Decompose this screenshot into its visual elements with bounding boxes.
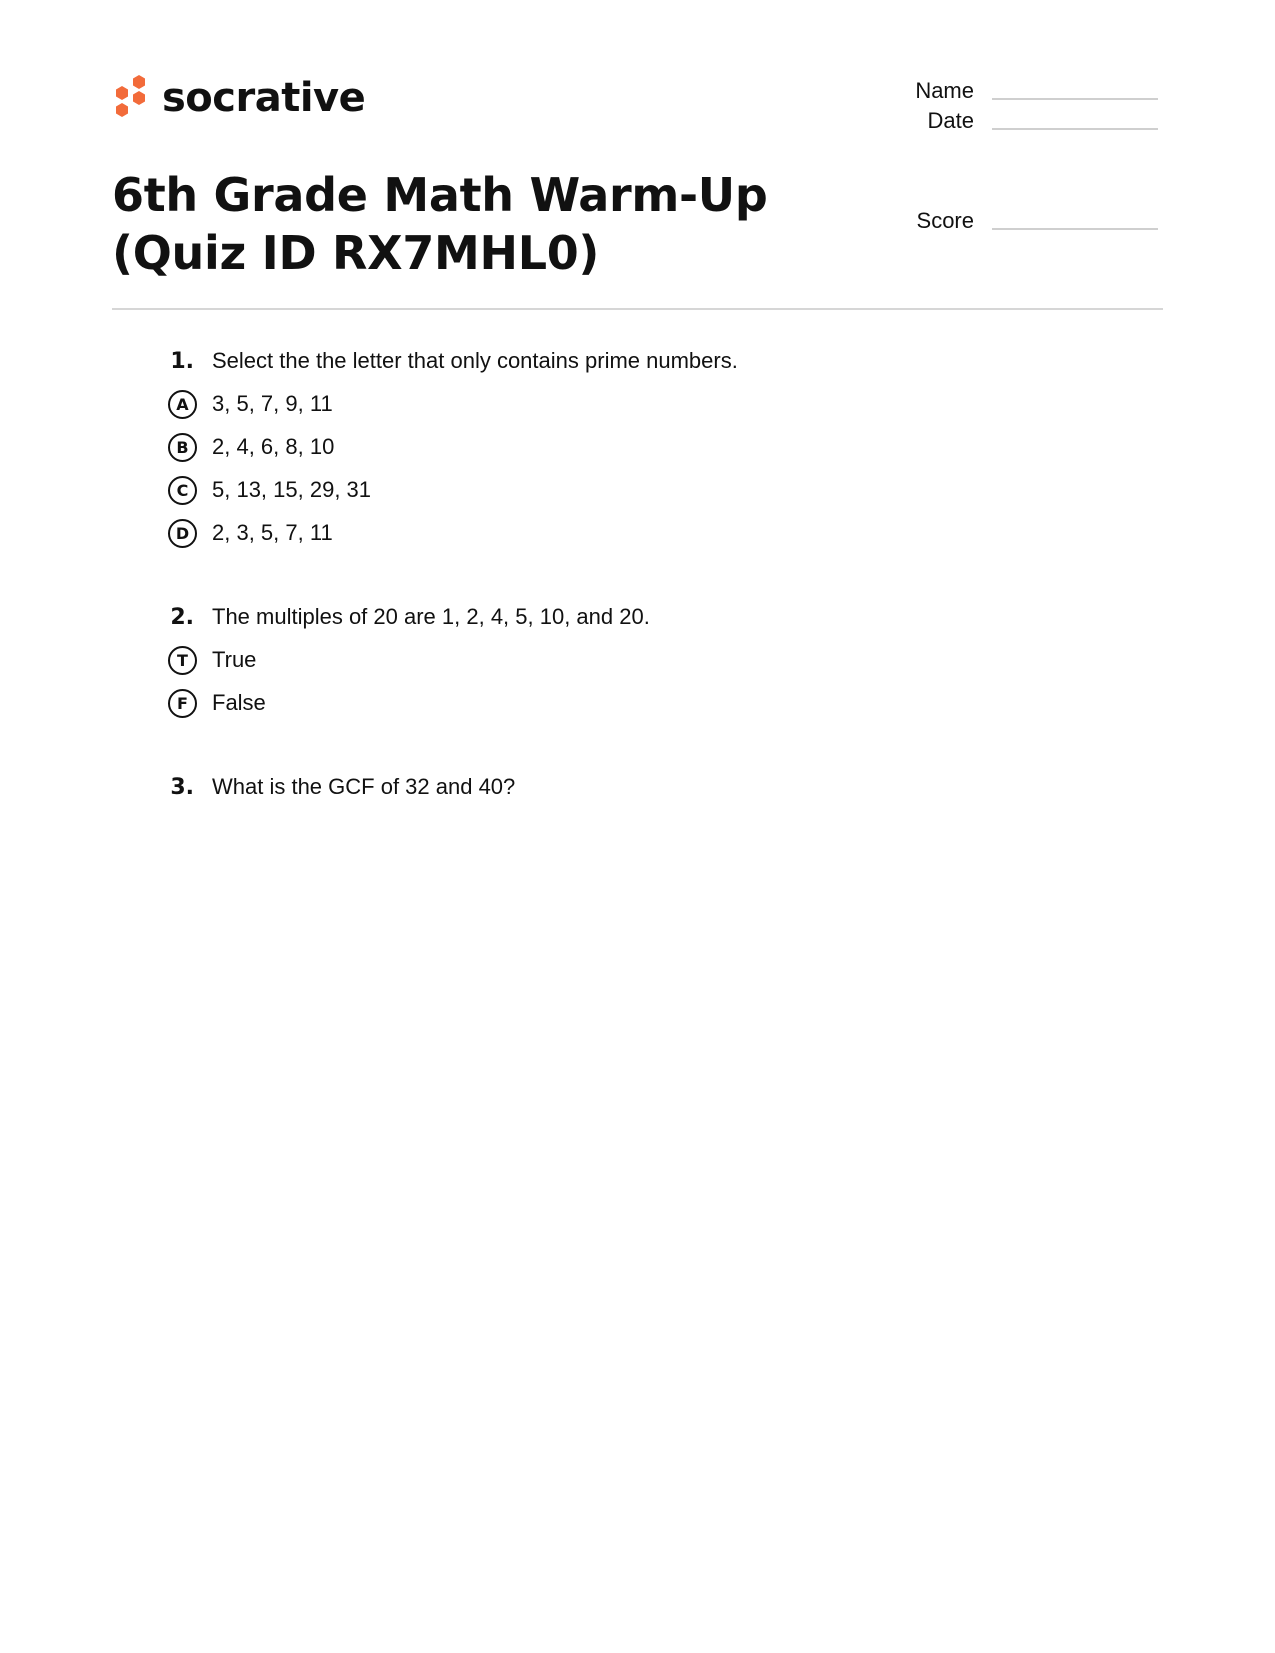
question-number: 3.	[170, 774, 194, 800]
question-text: What is the GCF of 32 and 40?	[212, 774, 516, 799]
option-b[interactable]	[160, 430, 1060, 464]
option-text: 2, 3, 5, 7, 11	[212, 520, 333, 545]
question-1	[160, 344, 1060, 550]
socrative-logo	[112, 72, 365, 124]
option-bubble-t[interactable]: T	[168, 646, 197, 675]
date-label: Date	[927, 108, 974, 133]
page-title: 6th Grade Math Warm-Up (Quiz ID RX7MHL0)	[112, 168, 768, 280]
option-true[interactable]	[160, 643, 1060, 677]
question-header	[160, 770, 1060, 804]
question-header	[160, 600, 1060, 634]
option-bubble-c[interactable]: C	[168, 476, 197, 505]
option-text: True	[212, 647, 257, 672]
name-field	[884, 80, 1158, 102]
question-number: 2.	[170, 604, 194, 630]
option-text: 5, 13, 15, 29, 31	[212, 477, 372, 502]
score-label: Score	[916, 208, 974, 233]
option-c[interactable]	[160, 473, 1060, 507]
date-field	[884, 110, 1158, 132]
option-text: 3, 5, 7, 9, 11	[212, 391, 333, 416]
header-divider	[112, 308, 1163, 310]
name-line[interactable]	[992, 98, 1158, 100]
option-false[interactable]	[160, 686, 1060, 720]
option-bubble-f[interactable]: F	[168, 689, 197, 718]
question-3	[160, 770, 1060, 804]
question-2	[160, 600, 1060, 720]
option-bubble-d[interactable]: D	[168, 519, 197, 548]
option-text: 2, 4, 6, 8, 10	[212, 434, 335, 459]
hexagon-cluster-icon	[112, 73, 150, 123]
option-d[interactable]	[160, 516, 1060, 550]
option-a[interactable]	[160, 387, 1060, 421]
brand-name: socrative	[162, 75, 366, 121]
score-line[interactable]	[992, 228, 1158, 230]
question-text: Select the the letter that only contains prime numbers.	[212, 348, 738, 373]
question-header	[160, 344, 1060, 378]
date-line[interactable]	[992, 128, 1158, 130]
score-field	[884, 210, 1158, 232]
option-bubble-a[interactable]: A	[168, 390, 197, 419]
option-bubble-b[interactable]: B	[168, 433, 197, 462]
option-text: False	[212, 690, 266, 715]
question-number: 1.	[170, 348, 194, 374]
question-text: The multiples of 20 are 1, 2, 4, 5, 10, and 20.	[212, 604, 650, 629]
name-label: Name	[915, 78, 974, 103]
